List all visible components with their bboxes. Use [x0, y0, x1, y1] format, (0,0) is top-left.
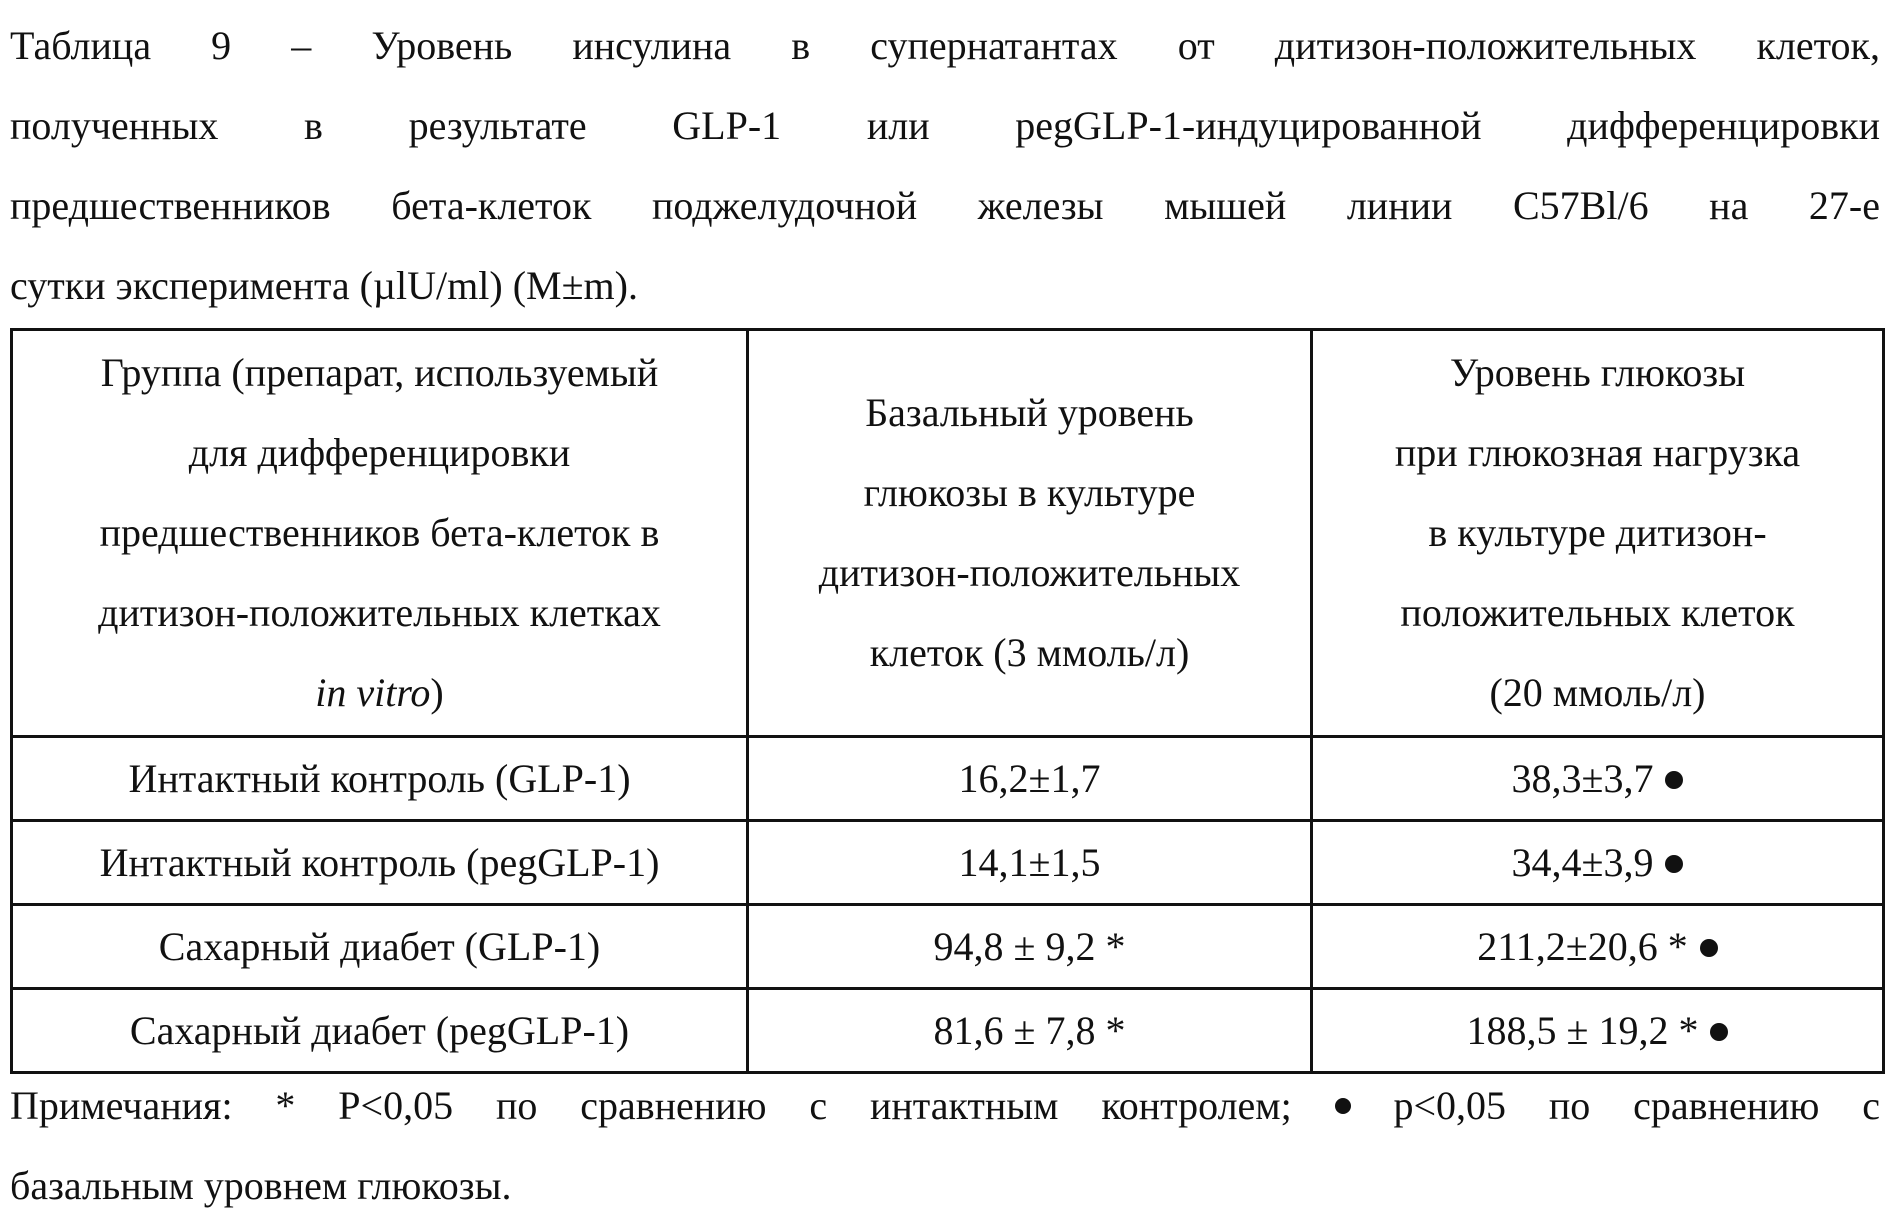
filled-circle-icon — [1335, 1098, 1351, 1114]
table-note — [10, 1066, 1880, 1226]
cell-load — [1312, 989, 1884, 1073]
note-line: базальным уровнем глюкозы. — [10, 1163, 512, 1208]
table-row — [12, 989, 1884, 1073]
table-row — [12, 737, 1884, 821]
caption-line: сутки эксперимента (µlU/ml) (M±m). — [10, 263, 638, 308]
header-group — [12, 330, 748, 737]
header-line: для дифференцировки — [188, 430, 571, 475]
cell-group: Сахарный диабет (pegGLP-1) — [12, 989, 748, 1073]
load-value: 188,5 ± 19,2 * — [1466, 1008, 1699, 1053]
cell-basal: 14,1±1,5 — [748, 821, 1312, 905]
header-line: Группа (препарат, используемый — [100, 350, 659, 395]
load-value: 211,2±20,6 * — [1477, 924, 1688, 969]
header-line: в культуре дитизон- — [1428, 510, 1767, 555]
cell-basal: 94,8 ± 9,2 * — [748, 905, 1312, 989]
header-italic: in vitro — [315, 670, 431, 715]
cell-load — [1312, 737, 1884, 821]
caption-line: полученных в результате GLP-1 или pegGLP-1-индуцированной дифференцировки — [10, 103, 1880, 148]
insulin-table — [10, 328, 1885, 1074]
note-text: Примечания: * P<0,05 по сравнению с интактным контролем; — [10, 1083, 1292, 1128]
header-load — [1312, 330, 1884, 737]
header-line: клеток (3 ммоль/л) — [869, 630, 1190, 675]
filled-circle-icon — [1665, 855, 1683, 873]
header-line: Базальный уровень — [865, 390, 1194, 435]
caption-line: предшественников бета-клеток поджелудочной железы мышей линии C57Bl/6 на 27-е — [10, 183, 1880, 228]
note-text: p<0,05 по сравнению с — [1393, 1083, 1881, 1128]
header-closing: ) — [430, 670, 444, 715]
caption-line: Таблица 9 – Уровень инсулина в супернатантах от дитизон-положительных клеток, — [10, 23, 1880, 68]
cell-basal: 81,6 ± 7,8 * — [748, 989, 1312, 1073]
cell-group: Интактный контроль (GLP-1) — [12, 737, 748, 821]
header-basal — [748, 330, 1312, 737]
table-header-row — [12, 330, 1884, 737]
cell-group: Сахарный диабет (GLP-1) — [12, 905, 748, 989]
filled-circle-icon — [1700, 939, 1718, 957]
header-line: предшественников бета-клеток в — [99, 510, 660, 555]
cell-basal: 16,2±1,7 — [748, 737, 1312, 821]
header-line: дитизон-положительных — [818, 550, 1241, 595]
cell-load — [1312, 821, 1884, 905]
cell-group: Интактный контроль (pegGLP-1) — [12, 821, 748, 905]
table-row — [12, 905, 1884, 989]
header-line: глюкозы в культуре — [863, 470, 1196, 515]
load-value: 38,3±3,7 — [1511, 756, 1654, 801]
header-line: дитизон-положительных клетках — [98, 590, 661, 635]
header-line: при глюкозная нагрузка — [1394, 430, 1801, 475]
note-line — [10, 1066, 1880, 1146]
table-row — [12, 821, 1884, 905]
filled-circle-icon — [1710, 1023, 1728, 1041]
header-line: положительных клеток — [1400, 590, 1795, 635]
filled-circle-icon — [1665, 771, 1683, 789]
header-line: Уровень глюкозы — [1449, 350, 1746, 395]
cell-load — [1312, 905, 1884, 989]
table-caption — [10, 6, 1880, 326]
load-value: 34,4±3,9 — [1511, 840, 1654, 885]
header-line: (20 ммоль/л) — [1489, 670, 1706, 715]
header-line — [25, 653, 734, 733]
